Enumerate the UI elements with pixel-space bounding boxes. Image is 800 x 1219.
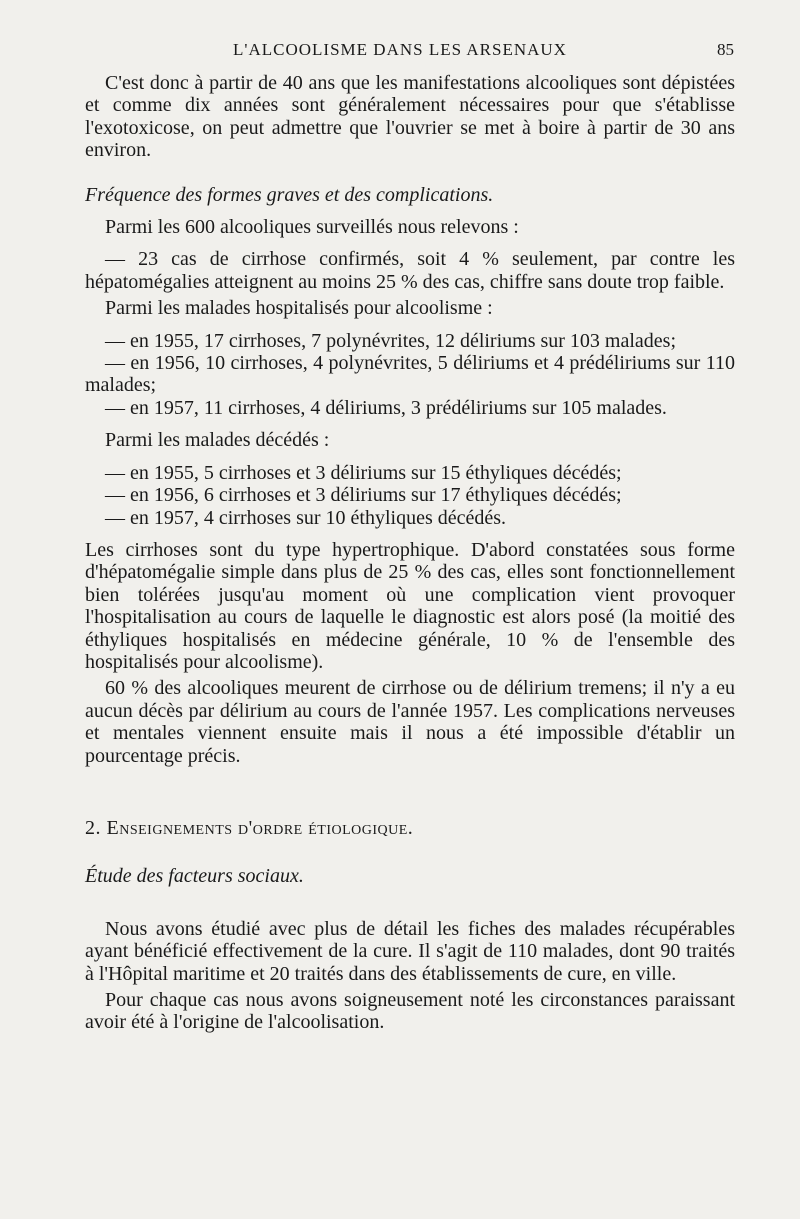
- list-item-1957-hospitalized: — en 1957, 11 cirrhoses, 4 déliriums, 3 prédéliriums sur 105 malades.: [105, 396, 667, 419]
- page-body: [85, 72, 735, 1034]
- list-item-1955-deceased: — en 1955, 5 cirrhoses et 3 déliriums sur 15 éthyliques décédés;: [105, 461, 622, 484]
- list-item-1957-deceased: — en 1957, 4 cirrhoses sur 10 éthyliques décédés.: [105, 506, 507, 529]
- running-head: L'ALCOOLISME DANS LES ARSENAUX: [233, 40, 567, 59]
- list-item-1956-hospitalized: — en 1956, 10 cirrhoses, 4 polynévrites, 5 déliriums et 4 prédéliriums sur 110 malades;: [85, 352, 735, 397]
- subheading-social-factors: Étude des facteurs sociaux.: [85, 865, 304, 888]
- section-title: [85, 817, 735, 839]
- page-header: [0, 40, 800, 64]
- section-number: 2.: [85, 816, 101, 839]
- list-item-1955-hospitalized: — en 1955, 17 cirrhoses, 7 polynévrites, 12 déliriums sur 103 malades;: [105, 329, 677, 352]
- list-item-1956-deceased: — en 1956, 6 cirrhoses et 3 déliriums sur 17 éthyliques décédés;: [105, 484, 622, 507]
- paragraph-cirrhosis-cases: — 23 cas de cirrhose confirmés, soit 4 % seulement, par contre les hépatomégalies atteignent au moins 25 % des cas, chiffre sans doute trop faible.: [85, 248, 735, 293]
- paragraph-surveyed: Parmi les 600 alcooliques surveillés nous relevons :: [105, 216, 519, 239]
- paragraph-age-onset: C'est donc à partir de 40 ans que les manifestations alcooliques sont dépistées et comme dix années sont généralement nécessaires pour que s'établisse l'exotoxicose, on peut admettre que l'ouvrier se met à boire à partir de 30 ans environ.: [85, 72, 735, 162]
- paragraph-deceased: Parmi les malades décédés :: [105, 429, 330, 452]
- paragraph-hospitalized: Parmi les malades hospitalisés pour alcoolisme :: [105, 297, 493, 320]
- paragraph-mortality: 60 % des alcooliques meurent de cirrhose ou de délirium tremens; il n'y a eu aucun décès par délirium au cours de l'année 1957. Les complications nerveuses et mentales viennent ensuite mais il nous a été impossible d'établir un pourcentage précis.: [85, 677, 735, 767]
- section-title-text: Enseignements d'ordre étiologique.: [106, 816, 414, 839]
- subheading-frequency: Fréquence des formes graves et des complications.: [85, 183, 494, 206]
- paragraph-cirrhosis-type: Les cirrhoses sont du type hypertrophique. D'abord constatées sous forme d'hépatomégalie simple dans plus de 25 % des cas, elles sont fonctionnellement bien tolérées jusqu'au moment où une complication vient provoquer l'hospitalisation au cours de laquelle le diagnostic est alors posé (la moitié des éthyliques hospitalisés en médecine générale, 10 % de l'ensemble des hospitalisés pour alcoolisme).: [85, 538, 735, 673]
- page-number: 85: [717, 40, 734, 59]
- paragraph-circumstances: Pour chaque cas nous avons soigneusement noté les circonstances paraissant avoir été à l'origine de l'alcoolisation.: [85, 989, 735, 1034]
- paragraph-study: Nous avons étudié avec plus de détail les fiches des malades récupérables ayant bénéficié effectivement de la cure. Il s'agit de 110 malades, dont 90 traités à l'Hôpital maritime et 20 traités dans des établissements de cure, en ville.: [85, 917, 735, 985]
